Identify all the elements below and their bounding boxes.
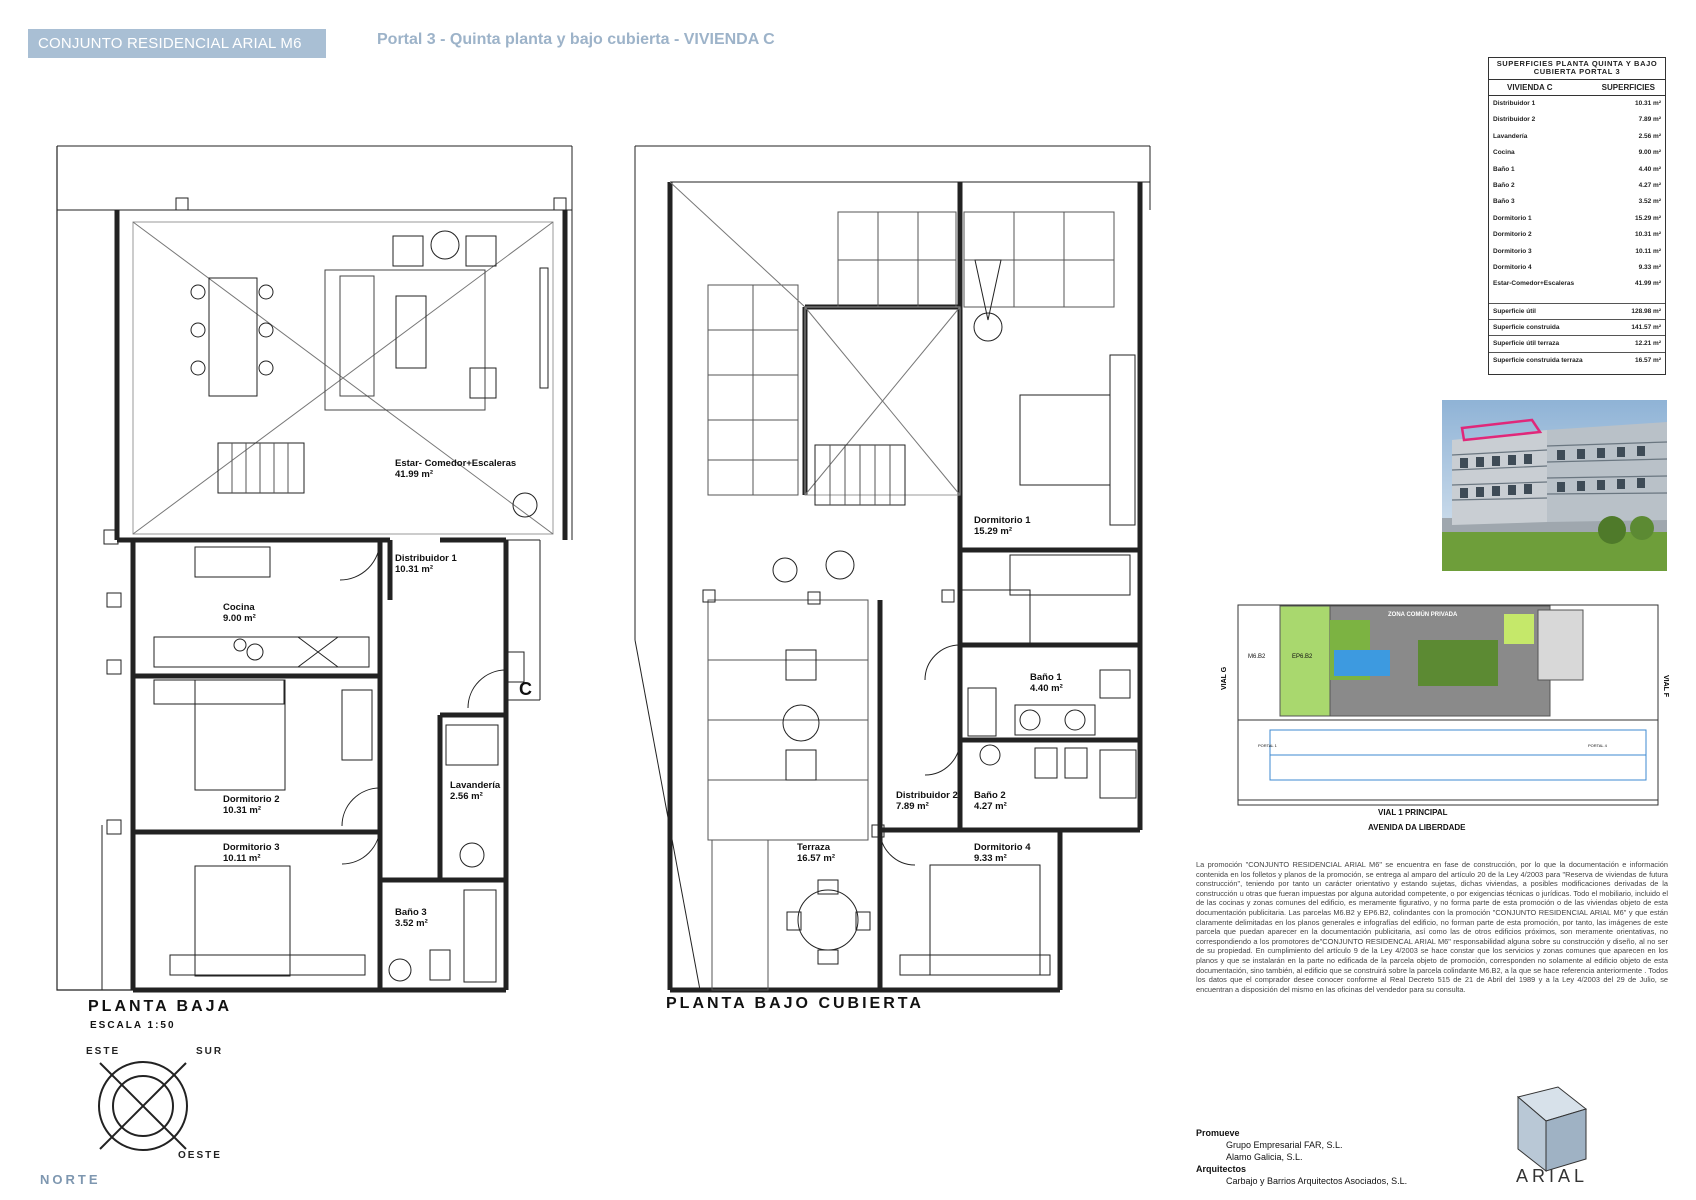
- surface-row-value: 4.40 m²: [1638, 165, 1661, 173]
- room-label-distribuidor2: Distribuidor 2 7.89 m²: [896, 790, 958, 812]
- room-label-cocina: Cocina 9.00 m²: [223, 602, 256, 624]
- surfaces-table-rows: [1489, 96, 1665, 293]
- col-value: SUPERFICIES: [1601, 83, 1655, 92]
- surface-row-value: 10.31 m²: [1634, 231, 1661, 239]
- surface-row: [1489, 260, 1665, 276]
- site-vial1-label: VIAL 1 PRINCIPAL: [1378, 808, 1448, 817]
- arquitectos-label: Arquitectos: [1196, 1164, 1247, 1174]
- surface-row-name: Lavandería: [1493, 132, 1528, 140]
- ground-floor-plan: [57, 146, 572, 990]
- surface-row-value: 7.89 m²: [1638, 116, 1661, 124]
- surface-row: [1489, 194, 1665, 210]
- surface-row-name: Distribuidor 2: [1493, 116, 1536, 124]
- surface-row: [1489, 162, 1665, 178]
- site-zona-label: ZONA COMÚN PRIVADA: [1388, 612, 1458, 618]
- site-portal4-label: PORTAL 4: [1588, 743, 1607, 748]
- attic-floor-title: PLANTA BAJO CUBIERTA: [666, 995, 924, 1012]
- surface-row: [1489, 112, 1665, 128]
- surface-row-value: 15.29 m²: [1634, 214, 1661, 222]
- surface-row-name: Dormitorio 1: [1493, 214, 1532, 222]
- site-parcel1-label: M6.B2: [1248, 654, 1266, 660]
- surface-row: [1489, 244, 1665, 260]
- surface-row: [1489, 211, 1665, 227]
- site-avenida-label: AVENIDA DA LIBERDADE: [1368, 823, 1466, 832]
- surfaces-table: [1488, 57, 1666, 375]
- surface-row: [1489, 129, 1665, 145]
- promueve-label: Promueve: [1196, 1128, 1240, 1138]
- col-unit: VIVIENDA C: [1507, 83, 1553, 92]
- room-label-dormitorio4: Dormitorio 4 9.33 m²: [974, 842, 1031, 864]
- surface-total-row: [1489, 319, 1665, 335]
- unit-letter: C: [519, 679, 532, 699]
- room-label-bano2: Baño 2 4.27 m²: [974, 790, 1007, 812]
- arquitectos-1: Carbajo y Barrios Arquitectos Asociados, S.L.: [1226, 1176, 1408, 1186]
- site-vialf-label: VIAL F: [1662, 675, 1669, 698]
- surface-row-name: Dormitorio 3: [1493, 247, 1532, 255]
- surface-row-value: 41.99 m²: [1634, 280, 1661, 288]
- surface-row-name: Baño 3: [1493, 198, 1515, 206]
- surface-total-row-value: 128.98 m²: [1631, 307, 1661, 315]
- compass-rose: [99, 1062, 187, 1150]
- room-label-dormitorio2: Dormitorio 2 10.31 m²: [223, 794, 280, 816]
- compass-oeste: OESTE: [178, 1150, 222, 1161]
- promoters-block: [1196, 1127, 1407, 1187]
- surface-row-name: Baño 1: [1493, 165, 1515, 173]
- surface-total-row-name: Superficie construida: [1493, 324, 1560, 332]
- surface-total-row: [1489, 352, 1665, 368]
- surface-total-row: [1489, 303, 1665, 319]
- compass-este: ESTE: [86, 1046, 121, 1057]
- room-label-dormitorio1: Dormitorio 1 15.29 m²: [974, 515, 1031, 537]
- site-parcel2-label: EP6.B2: [1292, 654, 1313, 660]
- surface-row-name: Estar-Comedor+Escaleras: [1493, 280, 1575, 288]
- surface-row: [1489, 96, 1665, 112]
- project-badge: CONJUNTO RESIDENCIAL ARIAL M6: [28, 29, 326, 58]
- page-title: Portal 3 - Quinta planta y bajo cubierta - VIVIENDA C: [377, 31, 775, 48]
- surface-total-row: [1489, 335, 1665, 351]
- surface-row-value: 3.52 m²: [1638, 198, 1661, 206]
- building-render-image: [1442, 400, 1667, 571]
- site-vialg-label: VIAL G: [1221, 666, 1228, 690]
- surface-row-value: 4.27 m²: [1638, 181, 1661, 189]
- site-plan-map: [1218, 600, 1668, 840]
- surface-row-value: 10.31 m²: [1634, 100, 1661, 107]
- room-label-dormitorio3: Dormitorio 3 10.11 m²: [223, 842, 280, 864]
- surface-row-value: 2.56 m²: [1638, 132, 1661, 140]
- compass-norte: NORTE: [40, 1172, 101, 1187]
- surface-total-row-name: Superficie útil: [1493, 307, 1536, 315]
- surface-row: [1489, 145, 1665, 161]
- surface-row-name: Distribuidor 1: [1493, 100, 1536, 107]
- surface-total-row-name: Superficie útil terraza: [1493, 340, 1560, 348]
- promueve-1: Grupo Empresarial FAR, S.L.: [1226, 1140, 1343, 1150]
- room-label-terraza: Terraza 16.57 m²: [797, 842, 836, 864]
- surface-row: [1489, 276, 1665, 292]
- surfaces-table-title: SUPERFICIES PLANTA QUINTA Y BAJO CUBIERTA PORTAL 3: [1489, 58, 1665, 80]
- surface-row-value: 9.00 m²: [1638, 149, 1661, 157]
- room-label-estar: Estar- Comedor+Escaleras 41.99 m²: [395, 458, 517, 480]
- surface-row: [1489, 178, 1665, 194]
- attic-floor-plan: [635, 146, 1150, 990]
- legal-disclaimer: La promoción "CONJUNTO RESIDENCIAL ARIAL M6" se encuentra en fase de construcción, por lo que la documentación e información contenida en los folletos y planos de la promoción, se entrega al amparo del artículo 20 de la Ley 4/2003 para "Reserva de viviendas de futura construcción", teniendo por tanto un carácter orientativo y estando sujetas, dichas viviendas, a posibles modificaciones derivadas de la construcción u otras que fueran impuestas por alguna autoridad competente, o por exigencias técnicas o jurídicas. Todo el mobiliario, incluido el de las cocinas y zonas comunes del edificio, es meramente figurativo, y no forma parte de esta promoción o de las viviendas objeto de esta documentación publicitaria. Las parcelas M6.B2 y EP6.B2, colindantes con la promoción "CONJUNTO RESIDENCIAL ARIAL M6" y que están claramente delimitadas en los planos generales e infografías del edificio, no forman parte de esta promoción, por tanto, las imágenes de este parcela que puedan aparecer en la documentación publicitaria, así como las de otros edificios próximos, son meramente orientativas, no correspondiendo a los promotores de"CONJUNTO RESIDENCAL ARIAL M6" responsabilidad alguna sobre su construcción y diseño, al no ser de su propiedad. En cumplimiento del artículo 9 de la Ley 4/2003 se hace constar que los servicios y zonas comunes que aparecen en los planos y que se instalarán en la parte no edificada de la parcela objeto de promoción, corresponden no solamente al edificio objeto de esta documentación, sino también, al edificio que se construirá sobre la parcela colindante M6.B2, a la que se hace referencia anteriormente . Todos los datos que el comprador desee conocer conforme al Real Decreto 515 de 21 de Abril del 1989 y a la Ley 4/2003 del 29 de Julio, se encuentran a disposición del mismo en las oficinas del vendedor para su consulta.: [1196, 860, 1668, 994]
- ground-floor-title: PLANTA BAJA: [88, 998, 233, 1015]
- surfaces-table-header: [1489, 80, 1665, 96]
- surface-row-value: 10.11 m²: [1635, 247, 1661, 255]
- compass-sur: SUR: [196, 1046, 224, 1057]
- site-portal1-label: PORTAL 1: [1258, 743, 1277, 748]
- promueve-2: Alamo Galicia, S.L.: [1226, 1152, 1303, 1162]
- surface-total-row-value: 16.57 m²: [1634, 356, 1661, 364]
- room-label-lavanderia: Lavandería 2.56 m²: [450, 780, 501, 802]
- surface-row-name: Baño 2: [1493, 181, 1515, 189]
- surface-row-value: 9.33 m²: [1638, 263, 1661, 271]
- surface-row: [1489, 227, 1665, 243]
- surface-total-row-name: Superficie construida terraza: [1493, 356, 1583, 364]
- scale-label: ESCALA 1:50: [90, 1020, 176, 1031]
- surface-row-name: Dormitorio 2: [1493, 231, 1532, 239]
- surface-row-name: Cocina: [1493, 149, 1515, 157]
- surface-row-name: Dormitorio 4: [1493, 263, 1532, 271]
- room-label-bano1: Baño 1 4.40 m²: [1030, 672, 1063, 694]
- brand-wordmark: ARIAL: [1516, 1166, 1589, 1186]
- surface-total-row-value: 141.57 m²: [1631, 324, 1661, 332]
- room-label-bano3: Baño 3 3.52 m²: [395, 907, 428, 929]
- surface-total-row-value: 12.21 m²: [1634, 340, 1661, 348]
- room-label-distribuidor1: Distribuidor 1 10.31 m²: [395, 553, 457, 575]
- surfaces-table-totals: [1489, 303, 1665, 369]
